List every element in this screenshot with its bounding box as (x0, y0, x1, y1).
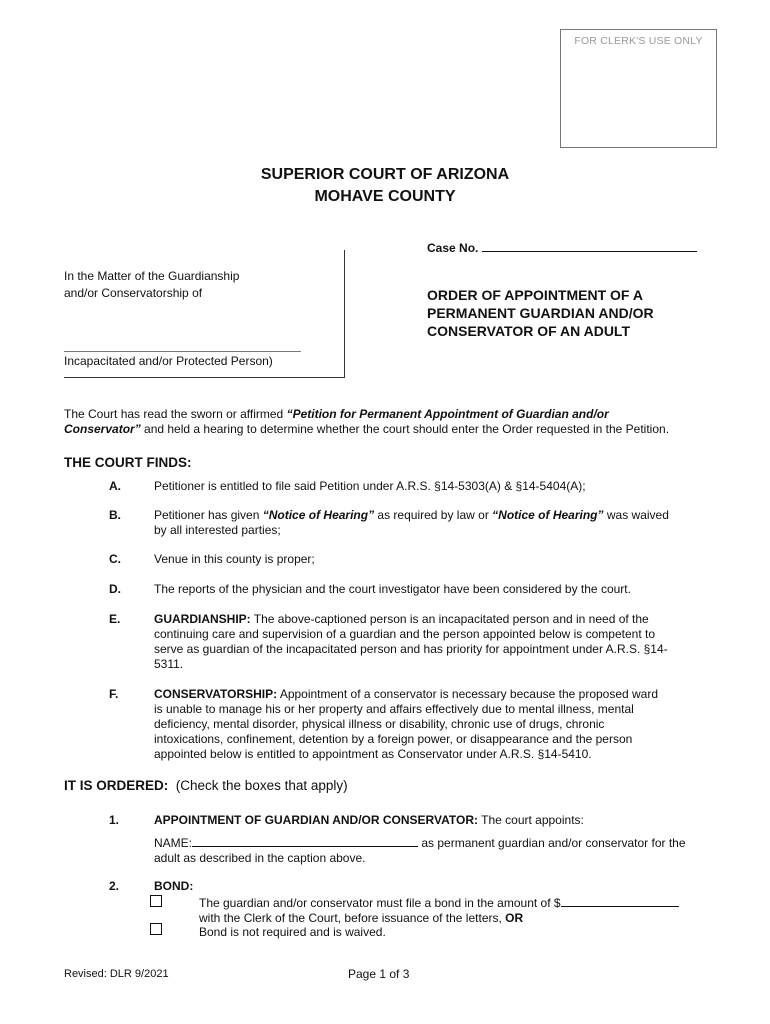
finding-c-text: Venue in this county is proper; (154, 552, 315, 566)
bond-waived-text: Bond is not required and is waived. (199, 925, 386, 939)
finding-d-text: The reports of the physician and the court investigator have been considered by the court. (154, 582, 631, 596)
finding-b-letter: B. (109, 508, 121, 522)
order-title-line-1: ORDER OF APPOINTMENT OF A (427, 287, 643, 303)
matter-line-1: In the Matter of the Guardianship (64, 269, 240, 283)
ordered-subheading: (Check the boxes that apply) (175, 778, 348, 793)
finding-e-line-1: The above-captioned person is an incapacitated person and in need of the (250, 612, 649, 626)
ordered-heading: IT IS ORDERED: (64, 778, 169, 793)
order-title-line-3: CONSERVATOR OF AN ADULT (427, 323, 630, 339)
page-number: Page 1 of 3 (348, 967, 410, 981)
order-1-label-suffix: The court appoints: (478, 813, 584, 827)
case-number-field[interactable] (427, 240, 697, 255)
finding-b-part-a: Petitioner has given (154, 508, 263, 522)
matter-caption (64, 268, 239, 302)
court-name: SUPERIOR COURT OF ARIZONA (260, 166, 510, 183)
matter-line-2: and/or Conservatorship of (64, 286, 203, 300)
bond-required-checkbox[interactable] (150, 895, 162, 907)
finding-b-part-d: by all interested parties; (154, 523, 281, 537)
finding-e-line-2: continuing care and supervision of a guardian and the person appointed below is competent to (154, 627, 656, 641)
finding-e-line-4: 5311. (154, 657, 184, 671)
finding-f-line-4: intoxications, confinement, detention by a foreign power, or disappearance and the person (154, 732, 633, 746)
order-title (427, 286, 727, 340)
person-name-line[interactable] (64, 351, 301, 352)
finding-f-line-1: Appointment of a conservator is necessary because the proposed ward (277, 687, 659, 701)
finding-a-text: Petitioner is entitled to file said Petition under A.R.S. §14-5303(A) & §14-5404(A); (154, 479, 586, 493)
findings-heading: THE COURT FINDS: (64, 455, 192, 470)
bond-required-text (199, 895, 709, 926)
guardian-name-field[interactable] (192, 835, 418, 847)
order-1-name-label: NAME: (154, 836, 193, 850)
finding-d-letter: D. (109, 582, 121, 596)
finding-c-letter: C. (109, 552, 121, 566)
finding-b-notice-1: “Notice of Hearing” (262, 508, 375, 522)
finding-a-letter: A. (109, 479, 121, 493)
order-1-label: APPOINTMENT OF GUARDIAN AND/OR CONSERVATOR: (154, 813, 479, 827)
finding-e-text (154, 612, 699, 672)
finding-f-line-3: deficiency, mental disorder, physical illness or disability, chronic use of drugs, chronic (154, 717, 605, 731)
bond-or: OR (505, 911, 524, 925)
order-1-name-suffix: as permanent guardian and/or conservator for the (418, 836, 686, 850)
bond-required-line-1: The guardian and/or conservator must file a bond in the amount of $ (199, 896, 561, 910)
revision-note: Revised: DLR 9/2021 (64, 968, 169, 980)
intro-paragraph (64, 407, 714, 437)
case-number-label: Case No. (427, 241, 479, 255)
clerk-use-box (560, 29, 717, 148)
bond-required-line-2: with the Clerk of the Court, before issuance of the letters, (199, 911, 506, 925)
finding-b-part-b: as required by law or (374, 508, 493, 522)
finding-e-letter: E. (109, 612, 121, 626)
bond-waived-checkbox[interactable] (150, 923, 162, 935)
order-1-number: 1. (109, 813, 120, 827)
finding-f-line-5: appointed below is entitled to appointment as Conservator under A.R.S. §14-5410. (154, 747, 592, 761)
intro-prefix: The Court has read the sworn or affirmed (64, 407, 287, 421)
finding-b-part-c: was waived (603, 508, 669, 522)
order-1-name-block (154, 835, 699, 866)
finding-f-letter: F. (109, 687, 119, 701)
intro-petition-title: “Petition for Permanent Appointment of Guardian and/or (286, 407, 609, 421)
caption-divider-vertical (344, 250, 345, 377)
finding-b-notice-2: “Notice of Hearing” (492, 508, 604, 522)
bond-amount-field[interactable] (561, 895, 679, 907)
finding-f-line-2: is unable to manage his or her property and affairs effectively due to mental illness, mental (154, 702, 634, 716)
intro-suffix: and held a hearing to determine whether the court should enter the Order requested in the Petition. (140, 422, 670, 436)
order-title-line-2: PERMANENT GUARDIAN AND/OR (427, 305, 654, 321)
order-2-number: 2. (109, 879, 120, 893)
finding-e-line-3: serve as guardian of the incapacitated person and has priority for appointment under A.R.S. §14- (154, 642, 668, 656)
clerk-use-label: FOR CLERK'S USE ONLY (574, 35, 703, 47)
person-label: Incapacitated and/or Protected Person) (64, 354, 273, 368)
ordered-heading-row (64, 778, 348, 793)
caption-divider-horizontal (64, 377, 345, 378)
order-1-name-line-2: adult as described in the caption above. (154, 851, 366, 865)
finding-e-label: GUARDIANSHIP: (154, 612, 251, 626)
county-name: MOHAVE COUNTY (314, 188, 456, 205)
finding-b-text (154, 508, 699, 538)
order-2-label: BOND: (154, 879, 194, 893)
order-1-heading (154, 813, 699, 828)
finding-f-label: CONSERVATORSHIP: (154, 687, 278, 701)
case-number-line (482, 240, 697, 252)
intro-petition-title-end: Conservator” (64, 422, 141, 436)
finding-f-text (154, 687, 699, 762)
